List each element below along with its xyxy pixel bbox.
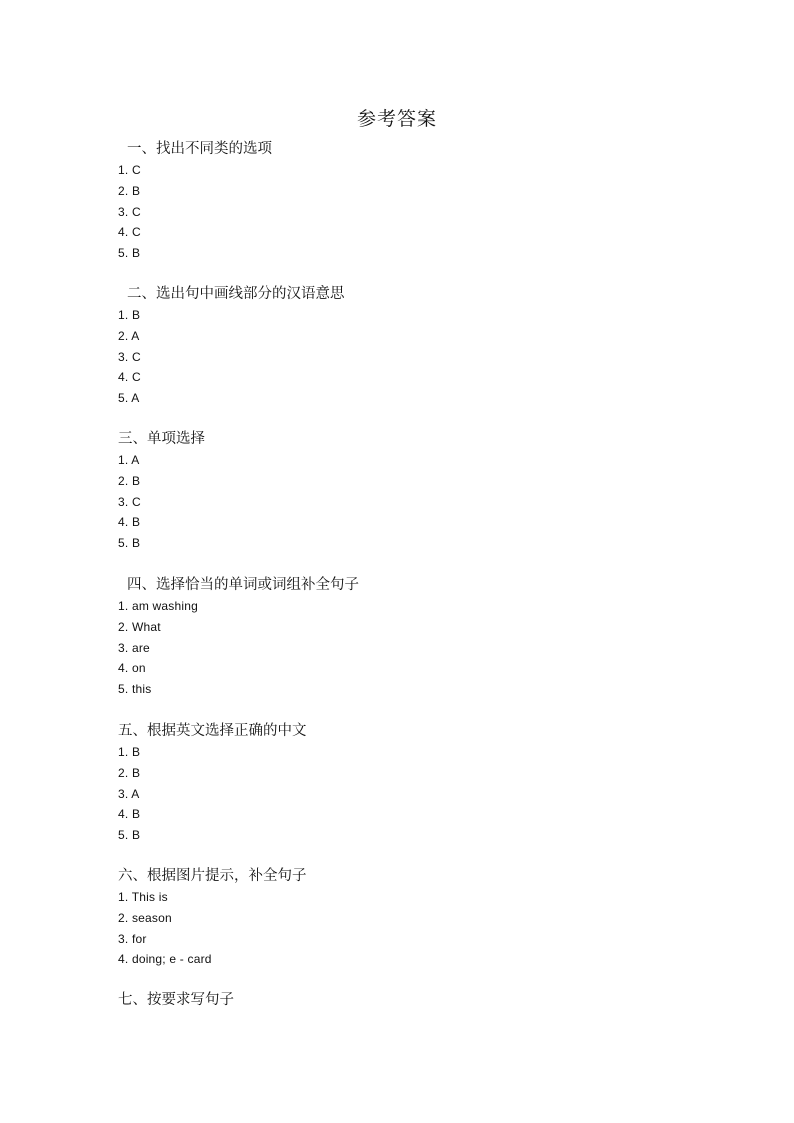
section-1 (118, 138, 678, 264)
answer-item: 1. C (118, 163, 141, 177)
answer-item: 4. on (118, 661, 146, 676)
answer-list (118, 596, 678, 700)
section-heading: 一、找出不同类的选项 (127, 141, 272, 157)
answer-item: 1. am washing (118, 599, 198, 613)
answer-list (118, 160, 678, 264)
section-7 (118, 989, 678, 1011)
section-3 (118, 428, 678, 554)
section-5 (118, 720, 678, 846)
section-4 (118, 574, 678, 700)
answer-item: 3. C (118, 349, 141, 364)
answer-item: 5. B (118, 536, 141, 551)
answer-list (118, 742, 678, 846)
answer-item: 1. A (118, 453, 140, 467)
answer-item: 2. B (118, 473, 141, 488)
answer-item: 2. season (118, 910, 172, 925)
answer-item: 2. A (118, 328, 140, 343)
answer-item: 5. B (118, 246, 141, 261)
answer-item: 2. B (118, 765, 141, 780)
answer-item: 4. doing; e - card (118, 952, 212, 967)
page-title: 参考答案 (356, 108, 437, 130)
section-heading: 六、根据图片提示，补全句子 (118, 868, 307, 884)
answer-list (118, 305, 678, 409)
answer-item: 2. B (118, 183, 141, 198)
answer-item: 4. B (118, 515, 141, 530)
answer-item: 3. C (118, 204, 141, 219)
answer-item: 5. B (118, 828, 141, 843)
answer-item: 3. C (118, 494, 141, 509)
section-heading: 三、单项选择 (118, 431, 205, 447)
answer-item: 4. B (118, 807, 141, 822)
answer-item: 1. B (118, 745, 141, 759)
section-heading: 二、选出句中画线部分的汉语意思 (127, 286, 345, 302)
answer-item: 4. C (118, 370, 141, 385)
answer-list (118, 450, 678, 554)
answer-item: 2. What (118, 619, 161, 634)
answer-item: 1. B (118, 308, 141, 322)
answer-item: 3. for (118, 931, 147, 946)
section-heading: 五、根据英文选择正确的中文 (118, 723, 307, 739)
answer-list (118, 887, 678, 970)
section-heading: 四、选择恰当的单词或词组补全句子 (127, 577, 359, 593)
section-2 (118, 283, 678, 409)
answer-item: 1. This is (118, 890, 168, 904)
answer-item: 5. this (118, 682, 152, 697)
section-6 (118, 865, 678, 970)
answer-item: 5. A (118, 391, 140, 406)
answer-item: 4. C (118, 225, 141, 240)
section-heading: 七、按要求写句子 (118, 992, 234, 1008)
answer-item: 3. A (118, 786, 140, 801)
answer-item: 3. are (118, 640, 150, 655)
